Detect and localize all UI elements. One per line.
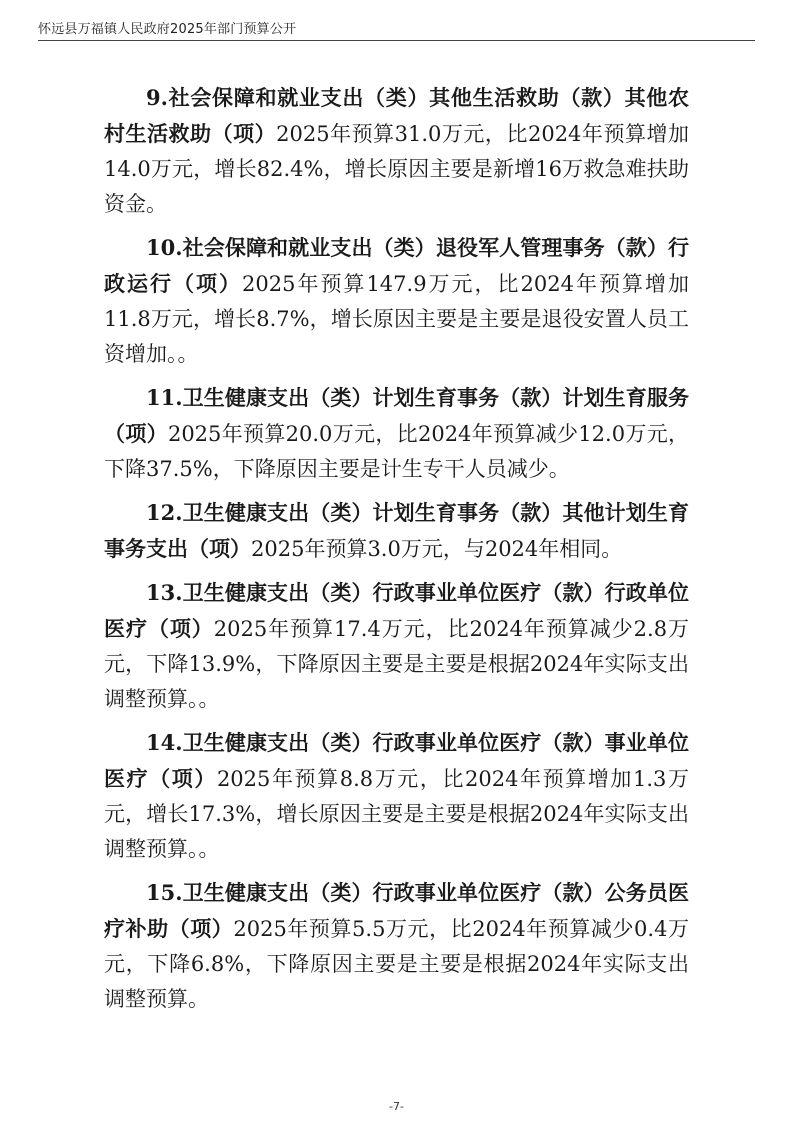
item-heading: 10.社会保障和就业支出（类）退役军人管理事务（款）行政运行（项） [104, 235, 689, 296]
item-body: 2025年预算17.4万元，比2024年预算减少2.8万元，下降13.9%，下降原因主要是主要是根据2024年实际支出调整预算。。 [104, 617, 690, 711]
item-heading: 12.卫生健康支出（类）计划生育事务（款）其他计划生育事务支出（项） [104, 500, 689, 561]
document-header-title: 怀远县万福镇人民政府2025年部门预算公开 [38, 22, 297, 37]
item-body: 2025年预算31.0万元，比2024年预算增加14.0万元，增长82.4%，增长原因主要是新增16万救急难扶助资金。 [104, 122, 689, 216]
document-body [104, 80, 689, 1025]
item-heading: 11.卫生健康支出（类）计划生育事务（款）计划生育服务（项） [104, 385, 689, 446]
item-heading: 14.卫生健康支出（类）行政事业单位医疗（款）事业单位医疗（项） [104, 730, 689, 791]
budget-item-10 [104, 230, 689, 372]
item-body: 2025年预算147.9万元，比2024年预算增加11.8万元，增长8.7%，增长原因主要是主要是退役安置人员工资增加。。 [104, 272, 689, 366]
budget-item-12 [104, 495, 689, 567]
item-body: 2025年预算20.0万元，比2024年预算减少12.0万元，下降37.5%，下降原因主要是计生专干人员减少。 [104, 422, 690, 481]
item-heading: 13.卫生健康支出（类）行政事业单位医疗（款）行政单位医疗（项） [104, 580, 689, 641]
budget-item-14 [104, 725, 689, 867]
item-heading: 9.社会保障和就业支出（类）其他生活救助（款）其他农村生活救助（项） [104, 85, 689, 146]
page-number: -7- [389, 1100, 404, 1113]
budget-item-9 [104, 80, 689, 222]
item-body: 2025年预算5.5万元，比2024年预算减少0.4万元，下降6.8%，下降原因主要是主要是根据2024年实际支出调整预算。 [104, 917, 689, 1011]
header-divider [38, 40, 755, 41]
budget-item-15 [104, 875, 689, 1017]
budget-item-13 [104, 575, 689, 717]
item-body: 2025年预算8.8万元，比2024年预算增加1.3万元，增长17.3%，增长原因主要是主要是根据2024年实际支出调整预算。。 [104, 767, 689, 861]
item-heading: 15.卫生健康支出（类）行政事业单位医疗（款）公务员医疗补助（项） [104, 880, 689, 941]
item-body: 2025年预算3.0万元，与2024年相同。 [251, 537, 623, 561]
budget-item-11 [104, 380, 689, 487]
